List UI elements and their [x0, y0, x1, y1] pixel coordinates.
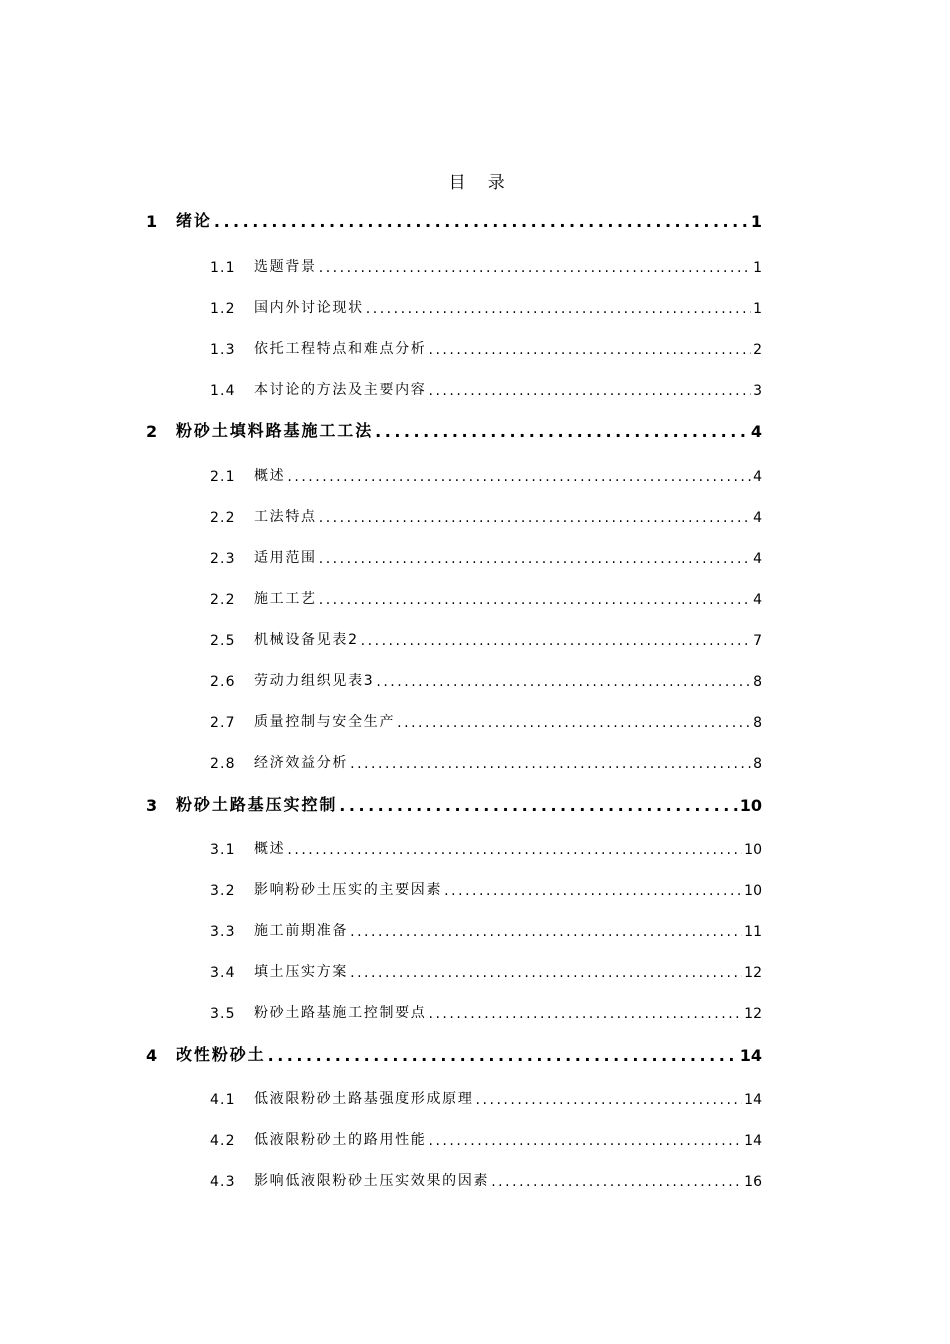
toc-leader-dots [350, 924, 742, 940]
toc-entry-number: 2.2 [210, 510, 236, 526]
toc-entry-label: 概述 [254, 468, 286, 484]
toc-title-text: 目 录 [448, 173, 508, 193]
toc-entry-label: 经济效益分析 [254, 755, 349, 771]
toc-leader-dots [319, 592, 751, 608]
toc-entry-page: 1 [750, 212, 762, 231]
toc-entry-number: 2.3 [210, 551, 236, 567]
toc-entry-label: 依托工程特点和难点分析 [254, 341, 427, 357]
toc-entry-label: 粉砂土路基压实控制 [176, 795, 338, 814]
toc-entry-chapter[interactable] [146, 789, 762, 815]
toc-leader-dots [491, 1174, 742, 1190]
toc-entry-section[interactable] [210, 873, 762, 899]
toc-entry-number: 1.2 [210, 301, 236, 317]
toc-leader-dots [376, 674, 751, 690]
toc-entry-page: 1 [753, 301, 762, 317]
toc-entry-section[interactable] [210, 541, 762, 567]
toc-entry-number: 2 [146, 422, 158, 441]
toc-entry-page: 14 [744, 1133, 762, 1149]
toc-entry-page: 14 [739, 1046, 762, 1065]
toc-entry-page: 8 [753, 674, 762, 690]
toc-entry-number: 3.2 [210, 883, 236, 899]
toc-leader-dots [428, 342, 751, 358]
toc-entry-section[interactable] [210, 914, 762, 940]
toc-entry-page: 4 [753, 469, 762, 485]
toc-title [0, 168, 950, 193]
toc-entry-section[interactable] [210, 1123, 762, 1149]
toc-entry-page: 4 [753, 510, 762, 526]
toc-entry-label: 粉砂土路基施工控制要点 [254, 1005, 427, 1021]
toc-leader-dots [287, 842, 742, 858]
toc-entry-section[interactable] [210, 1082, 762, 1108]
toc-entry-page: 14 [744, 1092, 762, 1108]
toc-entry-number: 3.3 [210, 924, 236, 940]
toc-leader-dots [287, 469, 751, 485]
toc-leader-dots [214, 212, 749, 231]
toc-entry-label: 选题背景 [254, 259, 317, 275]
toc-entry-number: 4.3 [210, 1174, 236, 1190]
toc-entry-section[interactable] [210, 373, 762, 399]
toc-entry-section[interactable] [210, 291, 762, 317]
toc-entry-number: 3 [146, 796, 158, 815]
toc-leader-dots [350, 756, 751, 772]
toc-entry-section[interactable] [210, 1164, 762, 1190]
toc-entry-section[interactable] [210, 623, 762, 649]
toc-entry-section[interactable] [210, 664, 762, 690]
toc-entry-number: 1.3 [210, 342, 236, 358]
toc-entry-label: 本讨论的方法及主要内容 [254, 382, 427, 398]
toc-entry-label: 国内外讨论现状 [254, 300, 364, 316]
toc-entry-label: 劳动力组织见表3 [254, 673, 375, 689]
toc-entry-section[interactable] [210, 996, 762, 1022]
toc-leader-dots [375, 422, 749, 441]
toc-entry-label: 低液限粉砂土的路用性能 [254, 1132, 427, 1148]
toc-leader-dots [319, 551, 751, 567]
toc-leader-dots [428, 383, 751, 399]
toc-entry-section[interactable] [210, 582, 762, 608]
toc-entry-section[interactable] [210, 705, 762, 731]
toc-entry-label: 机械设备见表2 [254, 632, 359, 648]
toc-entry-page: 10 [739, 796, 762, 815]
toc-entry-number: 4 [146, 1046, 158, 1065]
toc-entry-page: 12 [744, 1006, 762, 1022]
toc-entry-label: 适用范围 [254, 550, 317, 566]
toc-entry-page: 4 [753, 592, 762, 608]
toc-entry-page: 10 [744, 842, 762, 858]
toc-entry-page: 2 [753, 342, 762, 358]
toc-entry-section[interactable] [210, 955, 762, 981]
toc-entry-label: 改性粉砂土 [176, 1045, 266, 1064]
toc-entry-label: 施工工艺 [254, 591, 317, 607]
toc-entry-number: 2.6 [210, 674, 236, 690]
toc-entry-label: 工法特点 [254, 509, 317, 525]
toc-entry-page: 4 [750, 422, 762, 441]
toc-leader-dots [366, 301, 751, 317]
toc-entry-page: 8 [753, 715, 762, 731]
toc-leader-dots [428, 1006, 742, 1022]
toc-entry-page: 1 [753, 260, 762, 276]
toc-leader-dots [339, 796, 737, 815]
toc-entry-page: 10 [744, 883, 762, 899]
toc-entry-label: 质量控制与安全生产 [254, 714, 396, 730]
toc-entry-page: 7 [753, 633, 762, 649]
toc-entry-page: 12 [744, 965, 762, 981]
toc-entry-number: 2.1 [210, 469, 236, 485]
toc-leader-dots [444, 883, 742, 899]
toc-leader-dots [361, 633, 751, 649]
toc-entry-page: 3 [753, 383, 762, 399]
toc-entry-label: 低液限粉砂土路基强度形成原理 [254, 1091, 474, 1107]
toc-entry-number: 2.7 [210, 715, 236, 731]
toc-leader-dots [476, 1092, 743, 1108]
toc-entry-label: 绪论 [176, 211, 212, 230]
toc-entry-chapter[interactable] [146, 205, 762, 231]
toc-entry-number: 3.1 [210, 842, 236, 858]
toc-leader-dots [319, 510, 751, 526]
toc-entry-chapter[interactable] [146, 415, 762, 441]
toc-entry-page: 4 [753, 551, 762, 567]
toc-entry-number: 3.5 [210, 1006, 236, 1022]
toc-entry-number: 1 [146, 212, 158, 231]
toc-entry-number: 1.1 [210, 260, 236, 276]
toc-entry-label: 影响低液限粉砂土压实效果的因素 [254, 1173, 490, 1189]
toc-entry-section[interactable] [210, 500, 762, 526]
toc-entry-number: 2.2 [210, 592, 236, 608]
toc-entry-page: 8 [753, 756, 762, 772]
toc-entry-number: 2.5 [210, 633, 236, 649]
toc-entry-label: 概述 [254, 841, 286, 857]
toc-leader-dots [428, 1133, 742, 1149]
toc-entry-section[interactable] [210, 459, 762, 485]
toc-entry-label: 填土压实方案 [254, 964, 349, 980]
toc-leader-dots [319, 260, 751, 276]
toc-entry-section[interactable] [210, 332, 762, 358]
toc-entry-chapter[interactable] [146, 1039, 762, 1065]
toc-leader-dots [268, 1046, 738, 1065]
toc-entry-number: 4.2 [210, 1133, 236, 1149]
toc-entry-number: 4.1 [210, 1092, 236, 1108]
toc-entry-number: 3.4 [210, 965, 236, 981]
toc-entry-page: 11 [744, 924, 762, 940]
toc-entry-number: 2.8 [210, 756, 236, 772]
toc-leader-dots [350, 965, 742, 981]
toc-entry-number: 1.4 [210, 383, 236, 399]
toc-entry-page: 16 [744, 1174, 762, 1190]
toc-entry-label: 影响粉砂土压实的主要因素 [254, 882, 443, 898]
toc-entry-section[interactable] [210, 250, 762, 276]
toc-entry-section[interactable] [210, 832, 762, 858]
toc-entry-section[interactable] [210, 746, 762, 772]
toc-entry-label: 施工前期准备 [254, 923, 349, 939]
toc-entry-label: 粉砂土填料路基施工工法 [176, 421, 374, 440]
toc-leader-dots [397, 715, 751, 731]
